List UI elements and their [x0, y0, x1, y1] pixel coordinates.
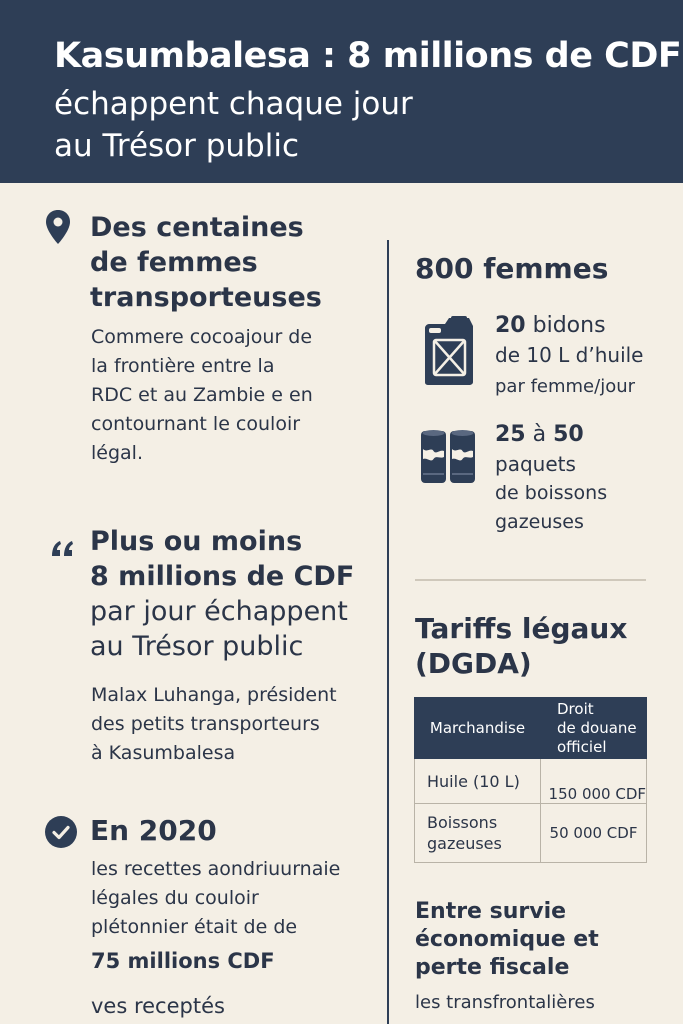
page-title: Kasumbalesa : 8 millions de CDF [54, 36, 682, 76]
table-row [415, 804, 647, 863]
survival-text: les transfrontalières [415, 992, 595, 1013]
page-subtitle-line2: au Trésor public [54, 128, 300, 164]
soda-cans-icon [419, 427, 477, 485]
quote-block: Plus ou moins 8 millions de CDF par jour échappent au Trésor public [90, 526, 355, 662]
header-banner [0, 0, 683, 183]
drinks-stat-line3: de boissons [495, 482, 608, 504]
quote-attribution: Malax Luhanga, président des petits transporteurs à Kasumbalesa [91, 684, 337, 764]
jerrycan-icon [421, 314, 477, 386]
column-header-duty: Droit de douane officiel [541, 698, 647, 759]
oil-stat-line3: par femme/jour [495, 376, 636, 397]
drinks-stat-line1: 25 à 50 [495, 422, 584, 447]
tariffs-header-row [415, 698, 647, 759]
table-cell-item: Boissons gazeuses [415, 804, 541, 863]
oil-stat-line1: 20 bidons [495, 313, 606, 338]
women-transporters-text: Commere cocoajour de la frontière entre la RDC et au Zambie e en contournant le couloir légal. [91, 326, 313, 464]
table-cell-duty: 150 000 CDF [541, 759, 647, 804]
women-transporters-heading: Des centaines de femmes transporteuses [90, 212, 322, 313]
column-divider [387, 240, 389, 1024]
women-count-heading: 800 femmes [415, 252, 609, 285]
column-header-merchandise: Marchandise [415, 698, 541, 759]
revenue-2020-amount: 75 millions CDF [91, 949, 275, 973]
location-pin-icon [45, 209, 71, 245]
table-cell-duty: 50 000 CDF [541, 804, 647, 863]
revenue-2020-text: les recettes aondriuurnaie légales du couloir plétonnier était de de [91, 858, 341, 938]
year-2020-heading: En 2020 [90, 814, 217, 847]
page-subtitle-line1: échappent chaque jour [54, 86, 413, 122]
check-circle-icon [44, 815, 78, 849]
quote-mark-icon [50, 538, 76, 558]
right-separator [415, 579, 646, 581]
tariffs-heading: Tariffs légaux (DGDA) [415, 612, 628, 680]
revenue-trailing-text: ves receptés [91, 994, 225, 1018]
tariffs-table [414, 697, 647, 863]
drinks-stat-line2: paquets [495, 452, 576, 476]
table-cell-item: Huile (10 L) [415, 759, 541, 804]
survival-heading: Entre survie économique et perte fiscale [415, 899, 599, 980]
oil-stat-line2: de 10 L d’huile [495, 343, 644, 367]
drinks-stat-line4: gazeuses [495, 511, 584, 533]
table-row [415, 759, 647, 804]
